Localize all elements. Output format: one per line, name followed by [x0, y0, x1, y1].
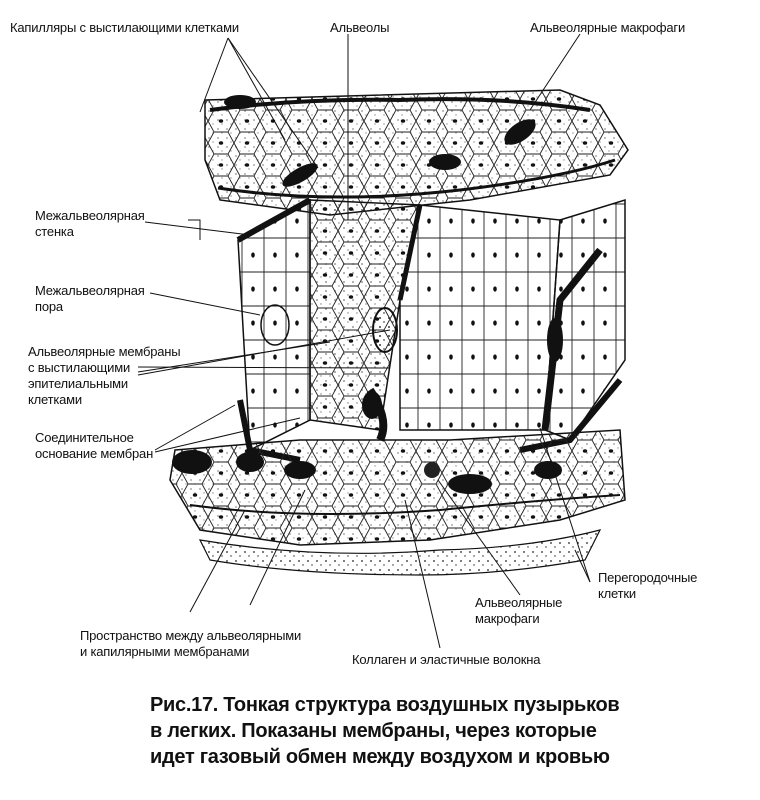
label-connective-base: Соединительное основание мембран	[35, 430, 154, 461]
top-tissue-layer	[205, 90, 628, 215]
caption-line: Рис.17. Тонкая структура воздушных пузырьков	[150, 694, 620, 716]
caption-line: в легких. Показаны мембраны, через которые	[150, 720, 597, 742]
label-capillaries: Капилляры с выстилающими клетками	[10, 20, 239, 35]
caption-line: идет газовый обмен между воздухом и кровью	[150, 746, 610, 768]
label-alveolar-membranes: Альвеолярные мембраны с выстилающими эпителиальными клетками	[28, 344, 181, 407]
alveolar-chambers	[238, 200, 625, 460]
label-macrophages-bottom: Альвеолярные макрофаги	[475, 595, 563, 626]
label-interalveolar-wall: Межальвеолярная стенка	[35, 208, 145, 239]
label-space-between: Пространство между альвеолярными и капилярными мембранами	[80, 628, 302, 659]
label-interalveolar-pore: Межальвеолярная пора	[35, 283, 145, 314]
figure-caption	[150, 692, 670, 770]
label-macrophages-top: Альвеолярные макрофаги	[530, 20, 686, 35]
label-alveoli: Альвеолы	[330, 20, 390, 35]
label-septal-cells: Перегородочные клетки	[598, 570, 698, 601]
label-collagen: Коллаген и эластичные волокна	[352, 652, 541, 667]
